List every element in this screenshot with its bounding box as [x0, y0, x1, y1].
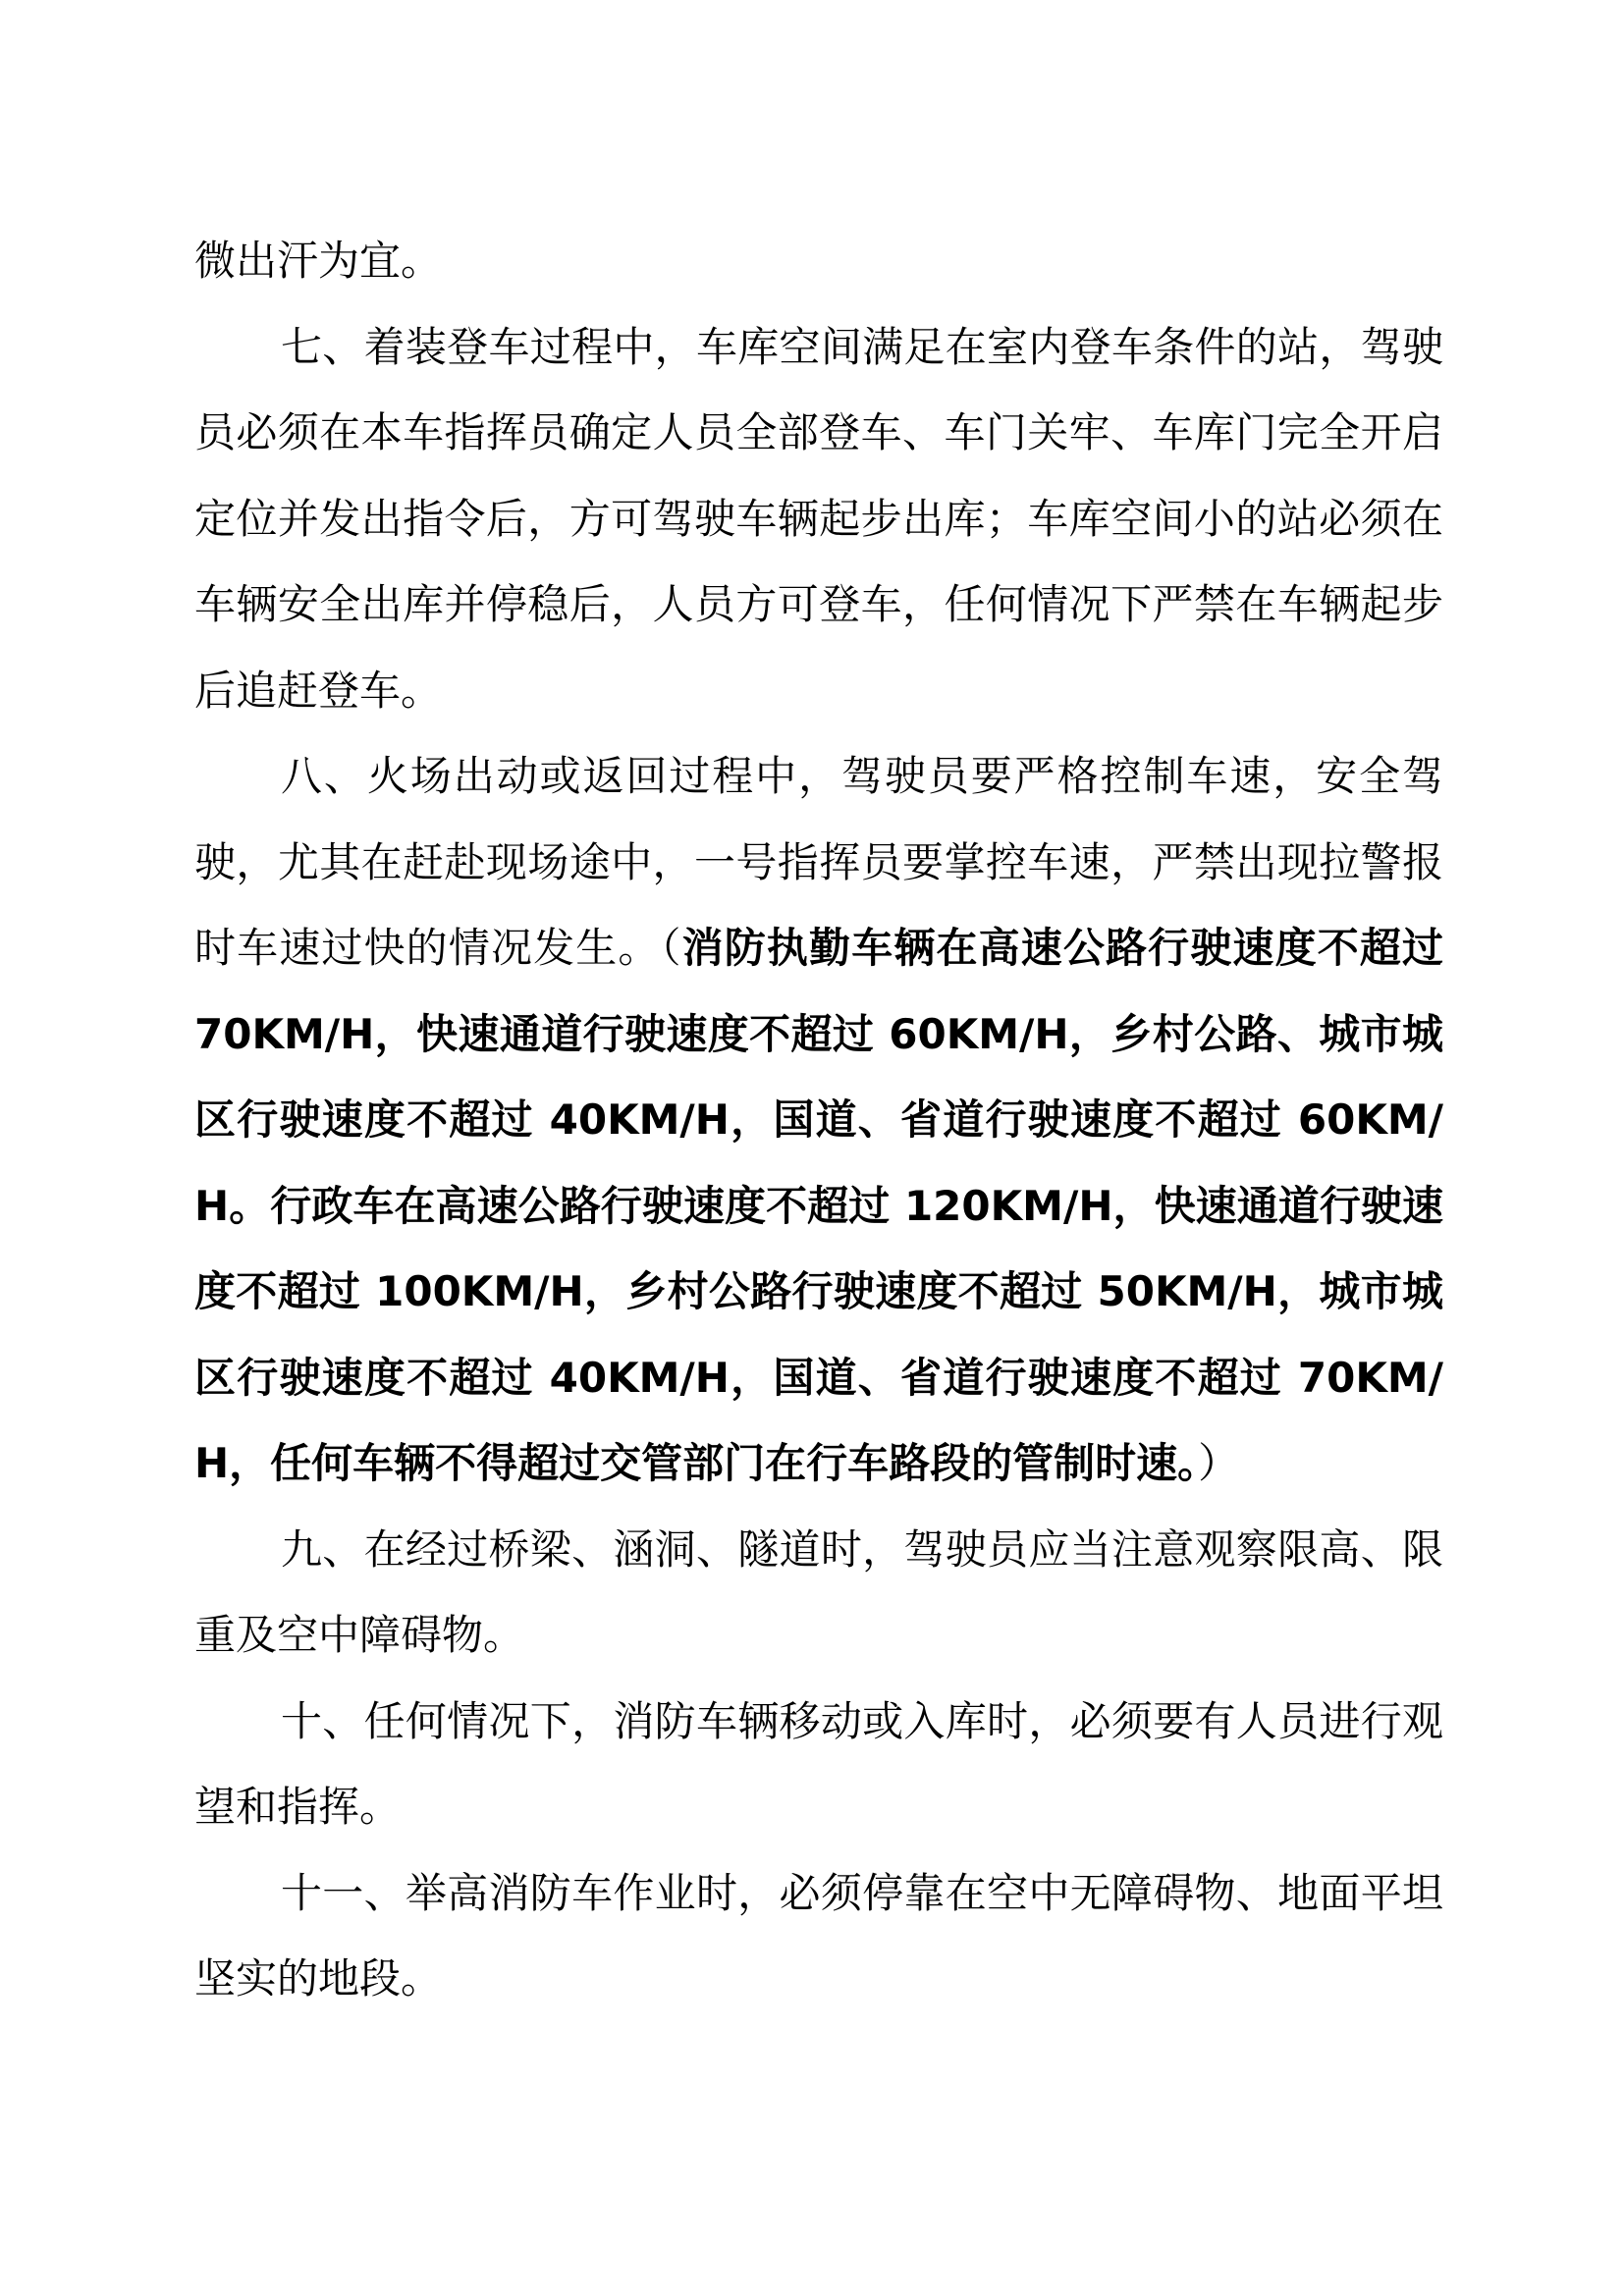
paragraph-item-7	[194, 304, 1443, 734]
paragraph-text: 九、在经过桥梁、涵洞、隧道时，驾驶员应当注意观察限高、限重及空中障碍物。	[194, 1524, 1443, 1659]
paragraph-item-10	[194, 1679, 1443, 1850]
paragraph-text: 十、任何情况下，消防车辆移动或入库时，必须要有人员进行观望和指挥。	[194, 1696, 1443, 1831]
speed-limit-rules-bold: 消防执勤车辆在高速公路行驶速度不超过 70KM/H，快速通道行驶速度不超过 60KM/H，乡村公路、城市城区行驶速度不超过 40KM/H，国道、省道行驶速度不超过 60KM/H。行政车在高速公路行驶速度不超过 120KM/H，快速通道行驶速度不超过 100KM/H，乡村公路行驶速度不超过 50KM/H，城市城区行驶速度不超过 40KM/H，国道、省道行驶速度不超过 70KM/H，任何车辆不得超过交管部门在行车路段的管制时速。	[194, 924, 1443, 1487]
paragraph-item-8	[194, 733, 1443, 1507]
paragraph-continuation	[194, 218, 1443, 304]
paragraph-text-closing: ）	[1198, 1439, 1240, 1487]
document-page	[194, 218, 1443, 2022]
paragraph-text: 七、着装登车过程中，车库空间满足在室内登车条件的站，驾驶员必须在本车指挥员确定人员全部登车、车门关牢、车库门完全开启定位并发出指令后，方可驾驶车辆起步出库；车库空间小的站必须在车辆安全出库并停稳后，人员方可登车，任何情况下严禁在车辆起步后追赶登车。	[194, 322, 1443, 715]
paragraph-text: 十一、举高消防车作业时，必须停靠在空中无障碍物、地面平坦坚实的地段。	[194, 1868, 1443, 2002]
paragraph-text: 八、火场出动或返回过程中，驾驶员要严格控制车速，安全驾驶，尤其在赶赴现场途中，一号指挥员要掌控车速，严禁出现拉警报时车速过快的情况发生。（	[194, 752, 1443, 972]
paragraph-item-11	[194, 1850, 1443, 2022]
paragraph-item-9	[194, 1507, 1443, 1679]
paragraph-text: 微出汗为宜。	[194, 237, 443, 285]
